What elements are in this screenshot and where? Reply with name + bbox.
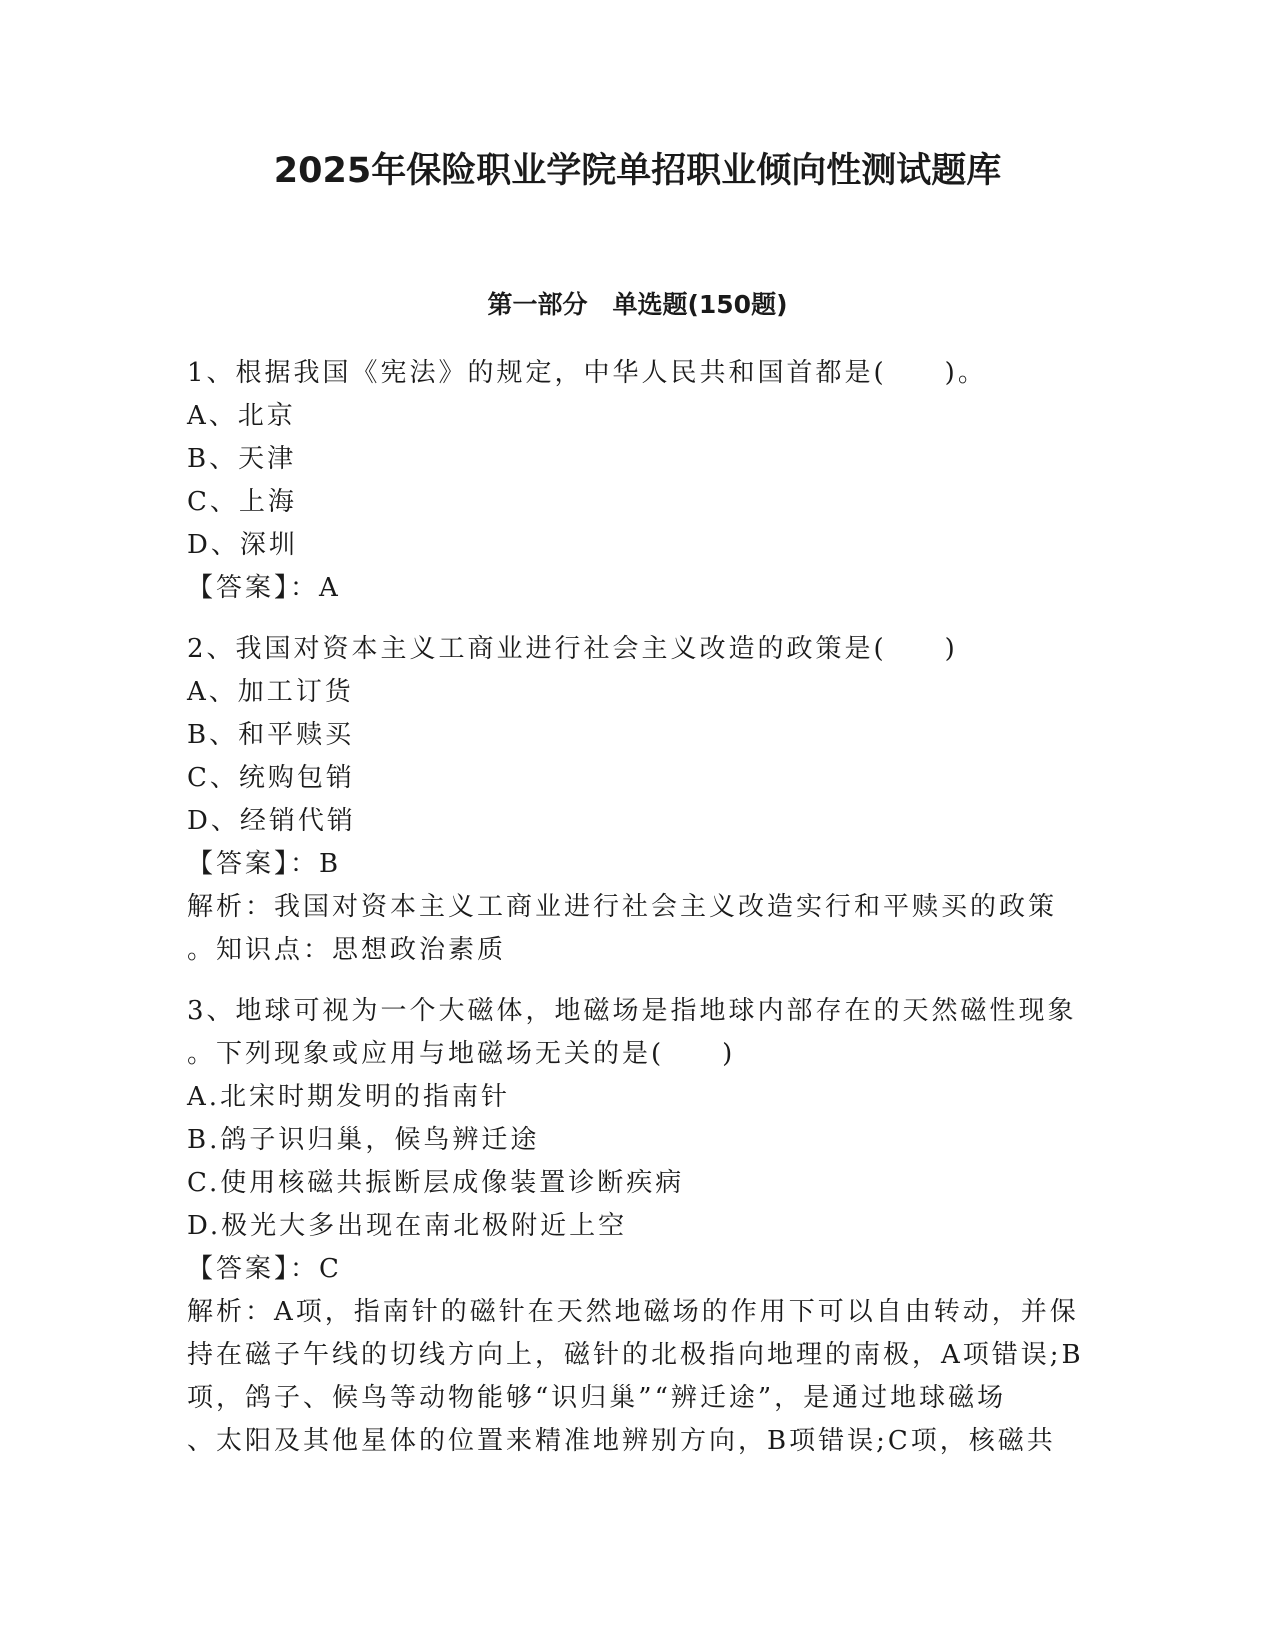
answer: 【答案】：A — [187, 573, 341, 603]
document-title: 2025年保险职业学院单招职业倾向性测试题库 — [273, 151, 1002, 191]
question-1 — [187, 352, 1087, 610]
option-a: A、加工订货 — [187, 677, 354, 707]
answer: 【答案】：B — [187, 849, 342, 879]
option-c: C.使用核磁共振断层成像装置诊断疾病 — [187, 1168, 685, 1198]
option-d: D、经销代销 — [187, 806, 356, 836]
analysis-line: 持在磁子午线的切线方向上，磁针的北极指向地理的南极，A项错误;B — [187, 1340, 1084, 1370]
answer: 【答案】：C — [187, 1254, 342, 1284]
question-3 — [187, 990, 1087, 1463]
option-d: D.极光大多出现在南北极附近上空 — [187, 1211, 628, 1241]
question-stem: 1、根据我国《宪法》的规定，中华人民共和国首都是( )。 — [187, 358, 987, 388]
option-b: B、和平赎买 — [187, 720, 355, 750]
option-b: B、天津 — [187, 444, 297, 474]
section-title: 第一部分 单选题(150题) — [487, 290, 788, 319]
analysis-line: 、太阳及其他星体的位置来精准地辨别方向，B项错误;C项，核磁共 — [187, 1426, 1056, 1456]
option-a: A、北京 — [187, 401, 296, 431]
question-stem: 。下列现象或应用与地磁场无关的是( ) — [187, 1039, 736, 1069]
analysis-line: 。知识点：思想政治素质 — [187, 935, 507, 965]
question-2 — [187, 628, 1087, 972]
option-c: C、统购包销 — [187, 763, 355, 793]
question-stem: 2、我国对资本主义工商业进行社会主义改造的政策是( ) — [187, 634, 958, 664]
option-d: D、深圳 — [187, 530, 298, 560]
option-b: B.鸽子识归巢，候鸟辨迁途 — [187, 1125, 540, 1155]
analysis-line: 项，鸽子、候鸟等动物能够“识归巢”“辨迁途”，是通过地球磁场 — [187, 1383, 1007, 1413]
question-stem: 3、地球可视为一个大磁体，地磁场是指地球内部存在的天然磁性现象 — [187, 996, 1077, 1026]
option-a: A.北宋时期发明的指南针 — [187, 1082, 511, 1112]
option-c: C、上海 — [187, 487, 297, 517]
question-list — [187, 352, 1087, 1463]
analysis-line: 解析：A项，指南针的磁针在天然地磁场的作用下可以自由转动，并保 — [187, 1297, 1079, 1327]
analysis-line: 解析：我国对资本主义工商业进行社会主义改造实行和平赎买的政策 — [187, 892, 1058, 922]
